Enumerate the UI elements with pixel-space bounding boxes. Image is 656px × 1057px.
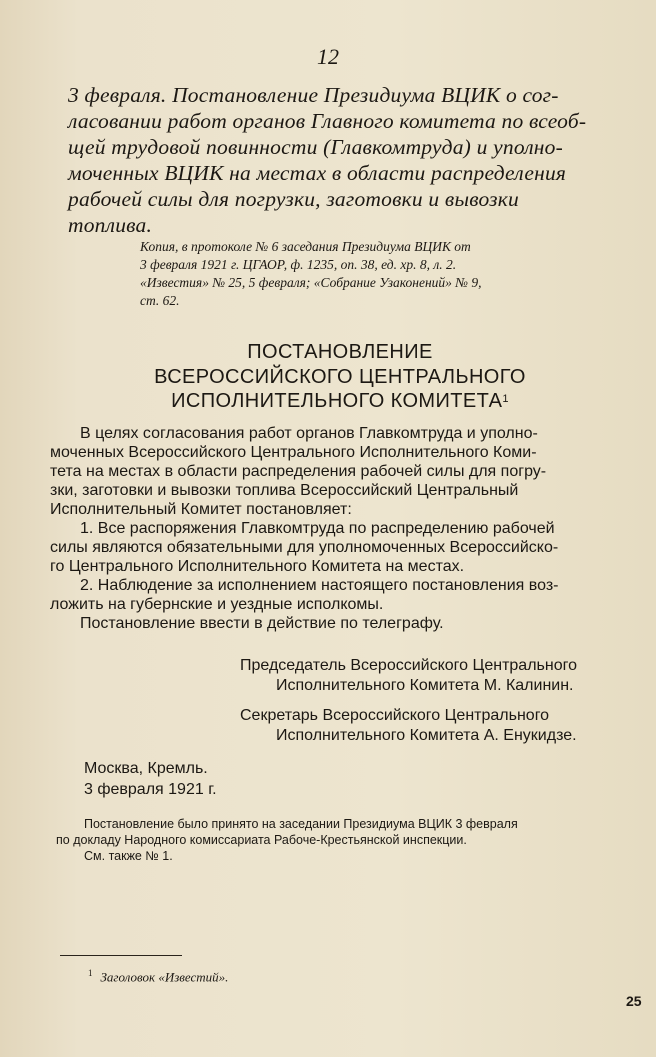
body-line: го Центрального Исполнительного Комитета на местах. [50, 558, 465, 575]
heading-line-3 [0, 389, 656, 414]
page-number-bottom: 25 [626, 993, 642, 1009]
signatories [240, 656, 640, 746]
body-line: Исполнительный Комитет постановляет: [50, 501, 352, 518]
title-line: рабочей силы для погрузки, заготовки и вывозки [68, 187, 519, 211]
source-reference [140, 238, 636, 310]
body-line: Постановление ввести в действие по телеграфу. [80, 615, 444, 632]
title-line: 3 февраля. Постановление Президиума ВЦИК о сог- [68, 83, 559, 107]
decree-body [50, 424, 640, 633]
heading-footnote-mark: 1 [502, 393, 509, 405]
footnote-mark: 1 [88, 968, 93, 978]
note-line: Постановление было принято на заседании Президиума ВЦИК 3 февраля [84, 817, 518, 831]
title-line: моченных ВЦИК на местах в области распределения [68, 161, 567, 185]
chair-line-1: Председатель Всероссийского Центрального [240, 657, 577, 674]
body-line: 1. Все распоряжения Главкомтруда по распределению рабочей [80, 520, 555, 537]
body-line: 2. Наблюдение за исполнением настоящего постановления воз- [80, 577, 559, 594]
note-line: по докладу Народного комиссариата Рабоче-Крестьянской инспекции. [56, 833, 467, 847]
title-line: топлива. [68, 213, 153, 237]
source-line: «Известия» № 25, 5 февраля; «Собрание Узаконений» № 9, [140, 275, 482, 290]
secretary-line-1: Секретарь Всероссийского Центрального [240, 707, 550, 724]
page-number-top: 12 [317, 44, 339, 69]
body-line: В целях согласования работ органов Главкомтруда и уполно- [80, 425, 538, 442]
heading-line-1: ПОСТАНОВЛЕНИЕ [247, 341, 433, 363]
heading-line-3-text: ИСПОЛНИТЕЛЬНОГО КОМИТЕТА [171, 390, 503, 412]
chair-line-2: Исполнительного Комитета М. Калинин. [276, 677, 574, 694]
date: 3 февраля 1921 г. [84, 781, 217, 798]
source-line: Копия, в протоколе № 6 заседания Президиума ВЦИК от [140, 239, 471, 254]
editorial-note [56, 816, 646, 864]
title-line: щей трудовой повинности (Главкомтруда) и уполно- [68, 135, 563, 159]
footnote [88, 968, 228, 985]
body-line: моченных Всероссийского Центрального Исполнительного Коми- [50, 444, 537, 461]
document-title [68, 82, 636, 238]
footnote-divider [60, 955, 182, 956]
title-line: ласовании работ органов Главного комитета по всеоб- [68, 109, 587, 133]
place: Москва, Кремль. [84, 760, 208, 777]
body-line: зки, заготовки и вывозки топлива Всероссийский Центральный [50, 482, 519, 499]
place-and-date [84, 758, 217, 800]
secretary-line-2: Исполнительного Комитета А. Енукидзе. [276, 727, 577, 744]
decree-heading [0, 340, 656, 414]
heading-line-2: ВСЕРОССИЙСКОГО ЦЕНТРАЛЬНОГО [154, 365, 526, 388]
source-line: ст. 62. [140, 293, 180, 308]
body-line: силы являются обязательными для уполномоченных Всероссийско- [50, 539, 559, 556]
note-line: См. также № 1. [84, 849, 173, 863]
body-line: ложить на губернские и уездные исполкомы. [50, 596, 384, 613]
footnote-text: Заголовок «Известий». [100, 969, 229, 985]
source-line: 3 февраля 1921 г. ЦГАОР, ф. 1235, оп. 38, ед. хр. 8, л. 2. [140, 257, 457, 272]
body-line: тета на местах в области распределения рабочей силы для погру- [50, 463, 547, 480]
